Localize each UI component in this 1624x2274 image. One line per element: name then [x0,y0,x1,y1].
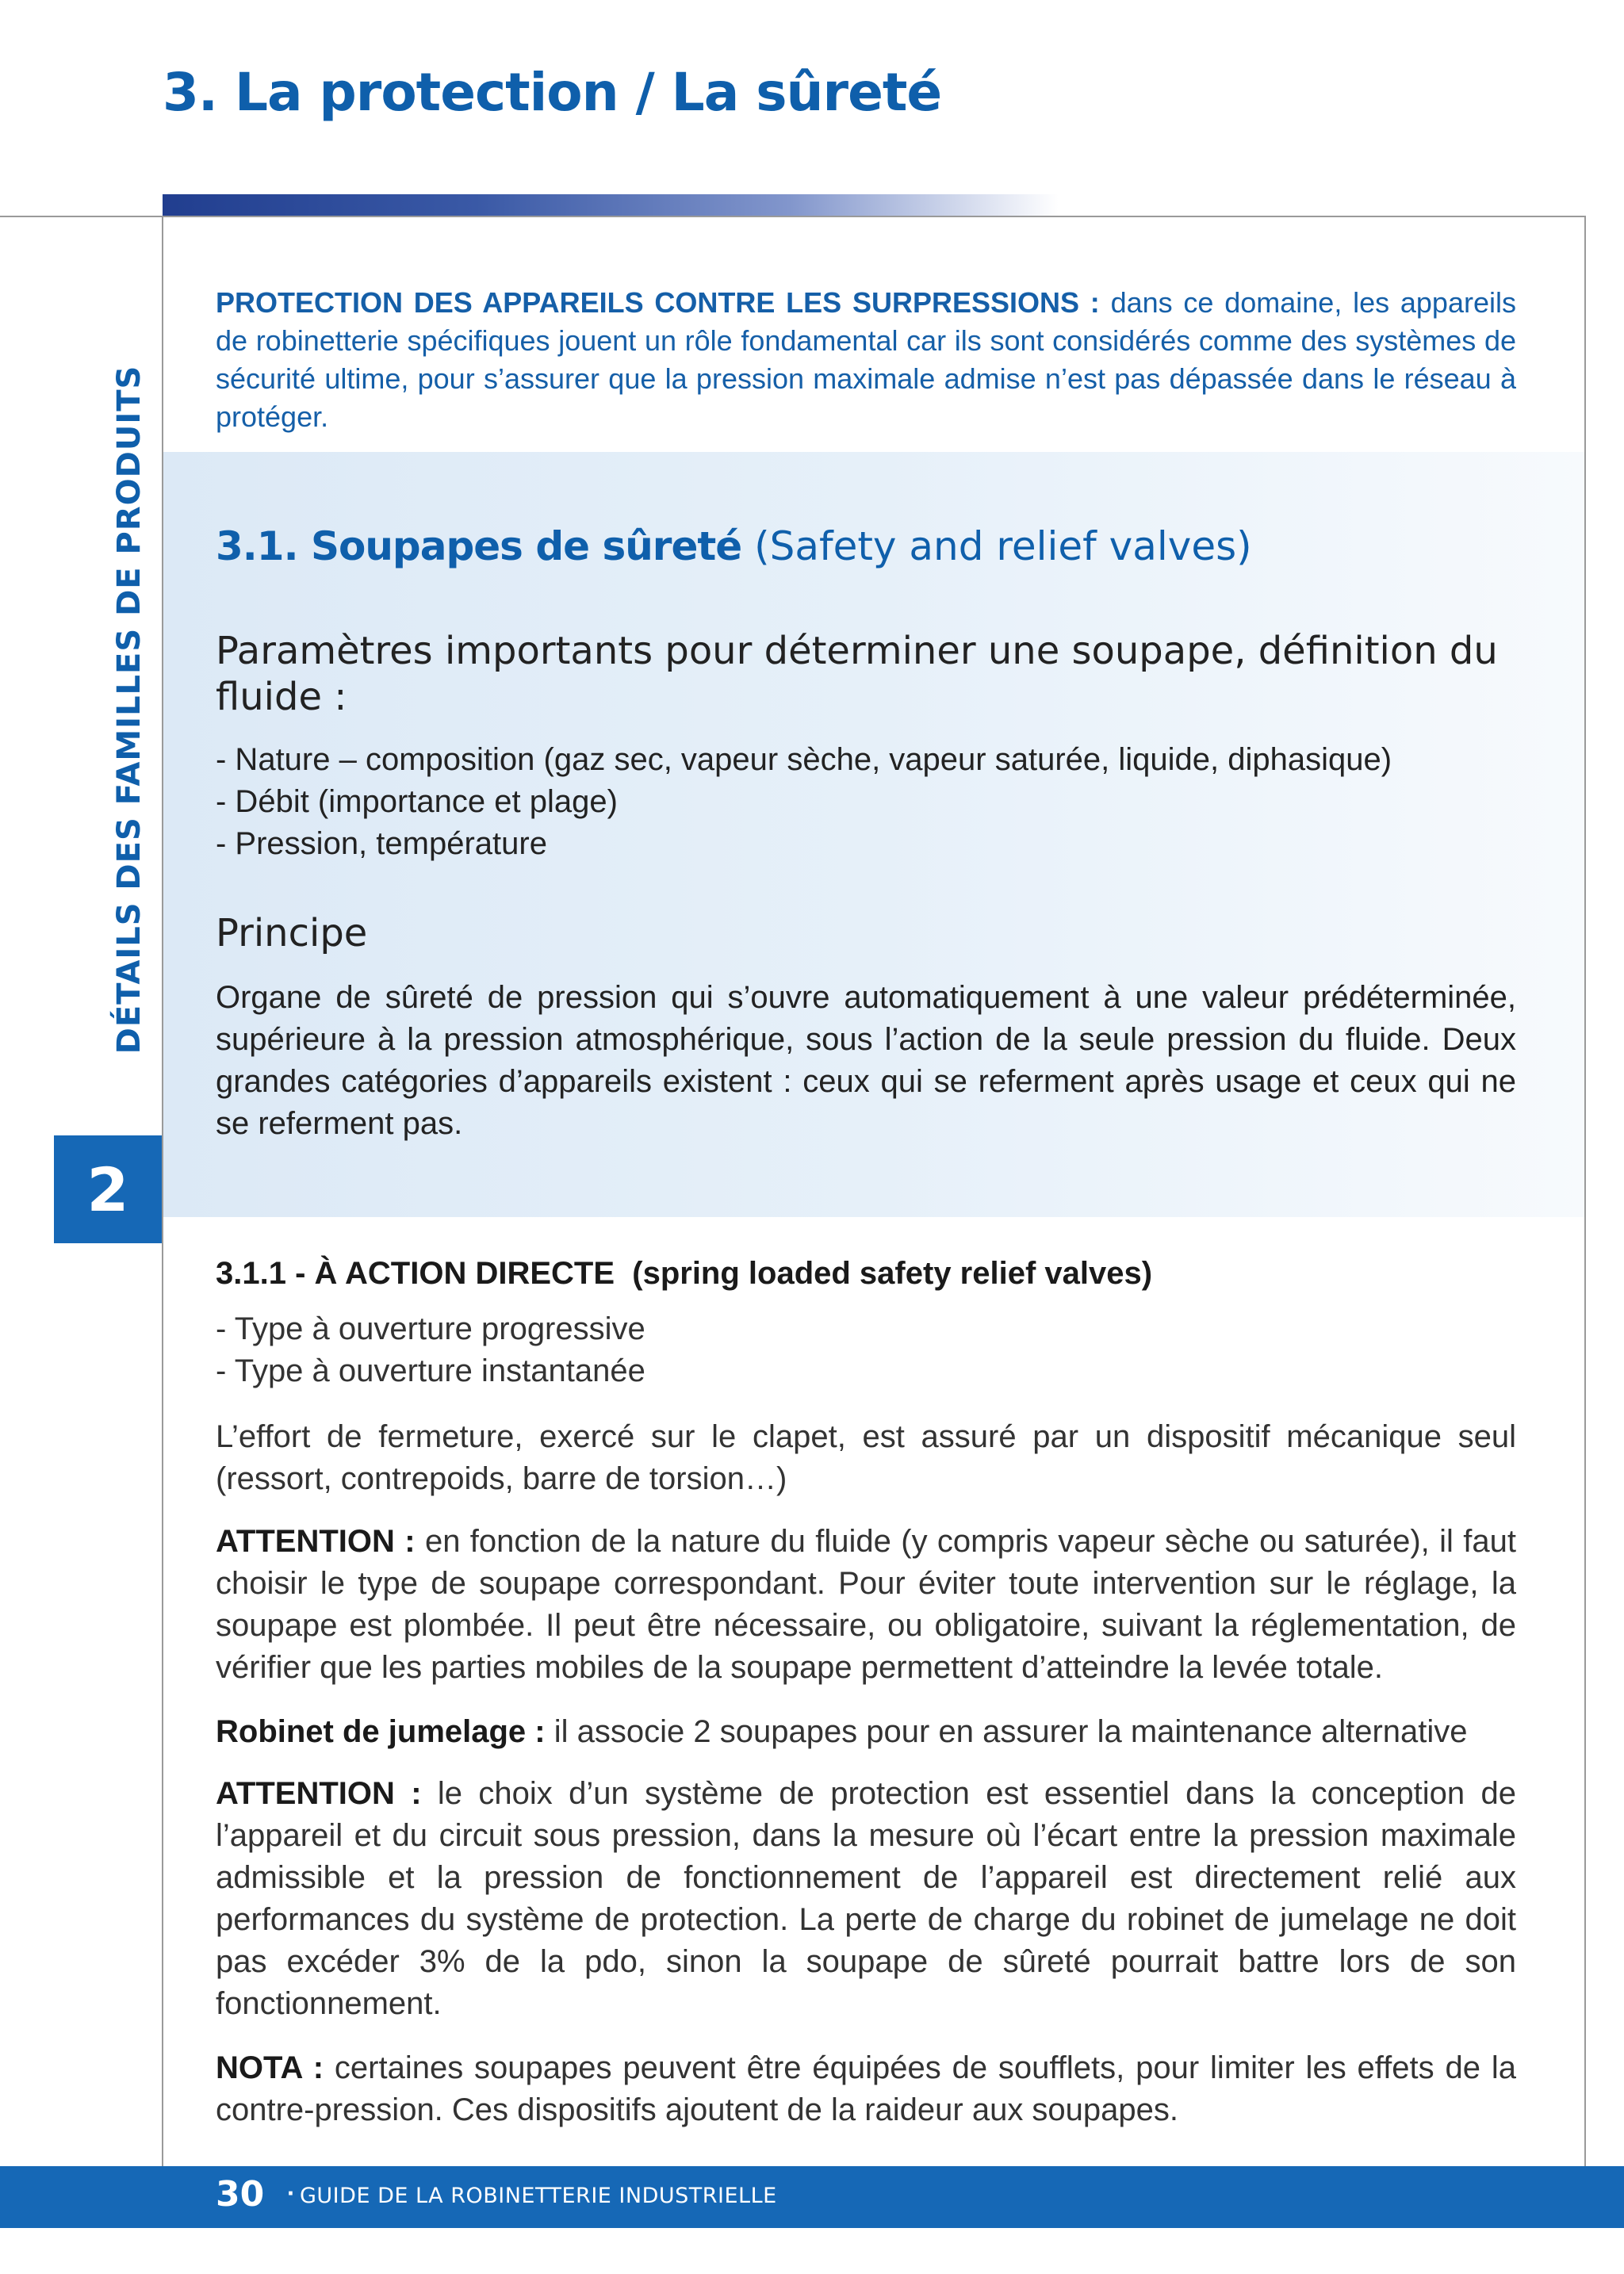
subsection-heading: 3.1.1 - À ACTION DIRECTE (spring loaded safety relief valves) [216,1256,1153,1291]
params-heading: Paramètres importants pour déterminer une soupape, définition du fluide : [216,629,1498,719]
frame-top-rule [0,216,1586,217]
nota-text: certaines soupapes peuvent être équipées de soufflets, pour limiter les effets de la contre-pression. Ces dispositifs ajoutent de la raideur aux soupapes. [216,2050,1516,2127]
list-item: - Débit (importance et plage) [216,784,618,819]
robinet-text: il associe 2 soupapes pour en assurer la maintenance alternative [545,1714,1468,1749]
footer-guide-title: GUIDE DE LA ROBINETTERIE INDUSTRIELLE [300,2184,777,2208]
attention-text: en fonction de la nature du fluide (y compris vapeur sèche ou saturée), il faut choisir le type de soupape correspondant. Pour éviter toute intervention sur le réglage, la soupape est plombée. Il peut être nécessaire, ou obligatoire, suivant la réglementation, de vérifier que les parties mobiles de la soupape permettent d’atteindre la levée totale. [216,1524,1516,1685]
frame-right-rule [1584,216,1586,2166]
list-item: - Pression, température [216,826,547,861]
section-english-title: (Safety and relief valves) [741,523,1252,569]
section-number-title: 3.1. Soupapes de sûreté [216,523,742,569]
effort-paragraph: L’effort de fermeture, exercé sur le clapet, est assuré par un dispositif mécanique seul (ressort, contrepoids, barre de torsion…) [216,1419,1516,1496]
types-list [216,1308,645,1392]
attention-paragraph-2 [216,1773,1516,2025]
chapter-number-tab: 2 [54,1135,162,1243]
robinet-paragraph [216,1711,1516,1753]
sidebar-section-label: DÉTAILS DES FAMILLES DE PRODUITS [111,365,147,1055]
principe-paragraph: Organe de sûreté de pression qui s’ouvre automatiquement à une valeur prédéterminée, supérieure à la pression atmosphérique, sous l’action de la seule pression du fluide. Deux grandes catégories d’appareils existent : ceux qui se referment après usage et ceux qui ne se referment pas. [216,980,1516,1141]
title-gradient-bar [163,194,1059,216]
page-number: 30 [216,2174,265,2215]
section-heading [216,523,1252,569]
list-item: - Nature – composition (gaz sec, vapeur sèche, vapeur saturée, liquide, diphasique) [216,742,1392,777]
principe-heading: Principe [216,911,368,955]
footer-separator: · [287,2179,296,2207]
intro-lead: PROTECTION DES APPAREILS CONTRE LES SURPRESSIONS : [216,286,1100,319]
attention-label: ATTENTION : [216,1524,416,1559]
intro-paragraph [216,284,1516,436]
robinet-label: Robinet de jumelage : [216,1714,546,1749]
page-title: 3. La protection / La sûreté [163,62,942,123]
nota-paragraph [216,2047,1516,2131]
attention-text: le choix d’un système de protection est essentiel dans la conception de l’appareil et du circuit sous pression, dans la mesure où l’écart entre la pression maximale admissible et la pression de fonctionnement de l’appareil est directement relié aux performances du système de protection. La perte de charge du robinet de jumelage ne doit pas excéder 3% de la pdo, sinon la soupape de sûreté pourrait battre lors de son fonctionnement. [216,1776,1516,2021]
params-list [216,739,1392,865]
nota-label: NOTA : [216,2050,324,2085]
list-item: - Type à ouverture progressive [216,1311,645,1346]
list-item: - Type à ouverture instantanée [216,1353,645,1388]
attention-label: ATTENTION : [216,1776,422,1811]
intro-text: dans ce domaine, les appareils de robinetterie spécifiques jouent un rôle fondamental car ils sont considérés comme des systèmes de sécurité ultime, pour s’assurer que la pression maximale admise n’est pas dépassée dans le réseau à protéger. [216,286,1516,433]
attention-paragraph-1 [216,1521,1516,1689]
